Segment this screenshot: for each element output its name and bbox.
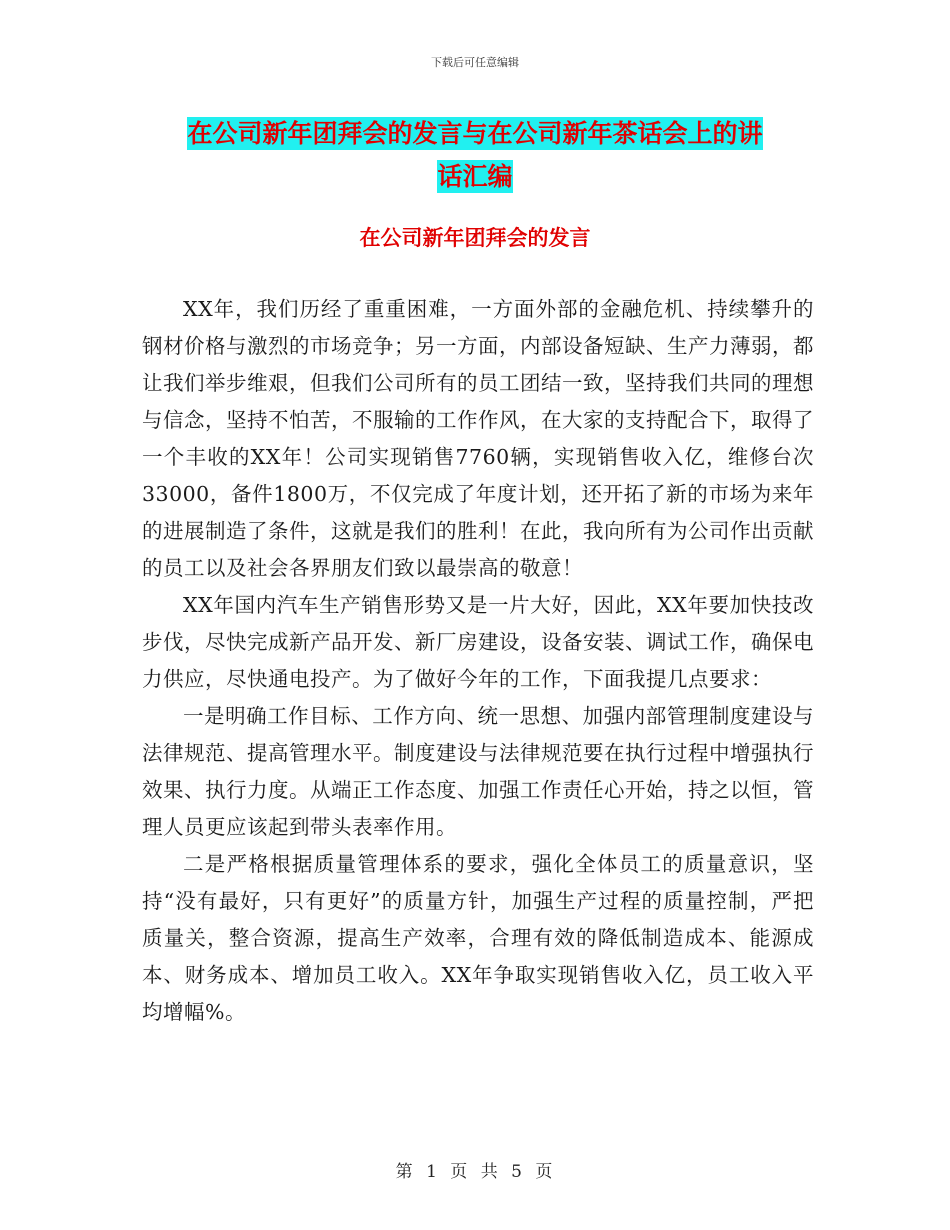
header-note: 下载后可任意编辑 bbox=[431, 56, 519, 69]
paragraph: 一是明确工作目标、工作方向、统一思想、加强内部管理制度建设与法律规范、提高管理水平。制度建设与法律规范要在执行过程中增强执行效果、执行力度。从端正工作态度、加强工作责任心开始，持之以恒，管理人员更应该起到带头表率作用。 bbox=[142, 704, 814, 839]
document-title-line-1: 在公司新年团拜会的发言与在公司新年茶话会上的讲 bbox=[187, 119, 763, 148]
document-title bbox=[150, 112, 800, 198]
document-title-line-2: 话汇编 bbox=[437, 162, 513, 191]
page-number: 第 1 页 共 5 页 bbox=[395, 1162, 555, 1182]
paragraph: 二是严格根据质量管理体系的要求，强化全体员工的质量意识，坚持“没有最好，只有更好”的质量方针，加强生产过程的质量控制，严把质量关，整合资源，提高生产效率，合理有效的降低制造成本、能源成本、财务成本、增加员工收入。XX年争取实现销售收入亿，员工收入平均增幅%。 bbox=[142, 852, 814, 1024]
paragraph: XX年，我们历经了重重困难，一方面外部的金融危机、持续攀升的钢材价格与激烈的市场竞争；另一方面，内部设备短缺、生产力薄弱，都让我们举步维艰，但我们公司所有的员工团结一致，坚持我们共同的理想与信念，坚持不怕苦，不服输的工作作风，在大家的支持配合下，取得了一个丰收的XX年！公司实现销售7760辆，实现销售收入亿，维修台次33000，备件1800万，不仅完成了年度计划，还开拓了新的市场为来年的进展制造了条件，这就是我们的胜利！在此，我向所有为公司作出贡献的员工以及社会各界朋友们致以最崇高的敬意！ bbox=[142, 297, 814, 580]
section-title: 在公司新年团拜会的发言 bbox=[359, 226, 591, 250]
document-body bbox=[142, 291, 814, 1031]
paragraph: XX年国内汽车生产销售形势又是一片大好，因此，XX年要加快技改步伐，尽快完成新产品开发、新厂房建设，设备安装、调试工作，确保电力供应，尽快通电投产。为了做好今年的工作，下面我提几点要求： bbox=[142, 593, 814, 691]
